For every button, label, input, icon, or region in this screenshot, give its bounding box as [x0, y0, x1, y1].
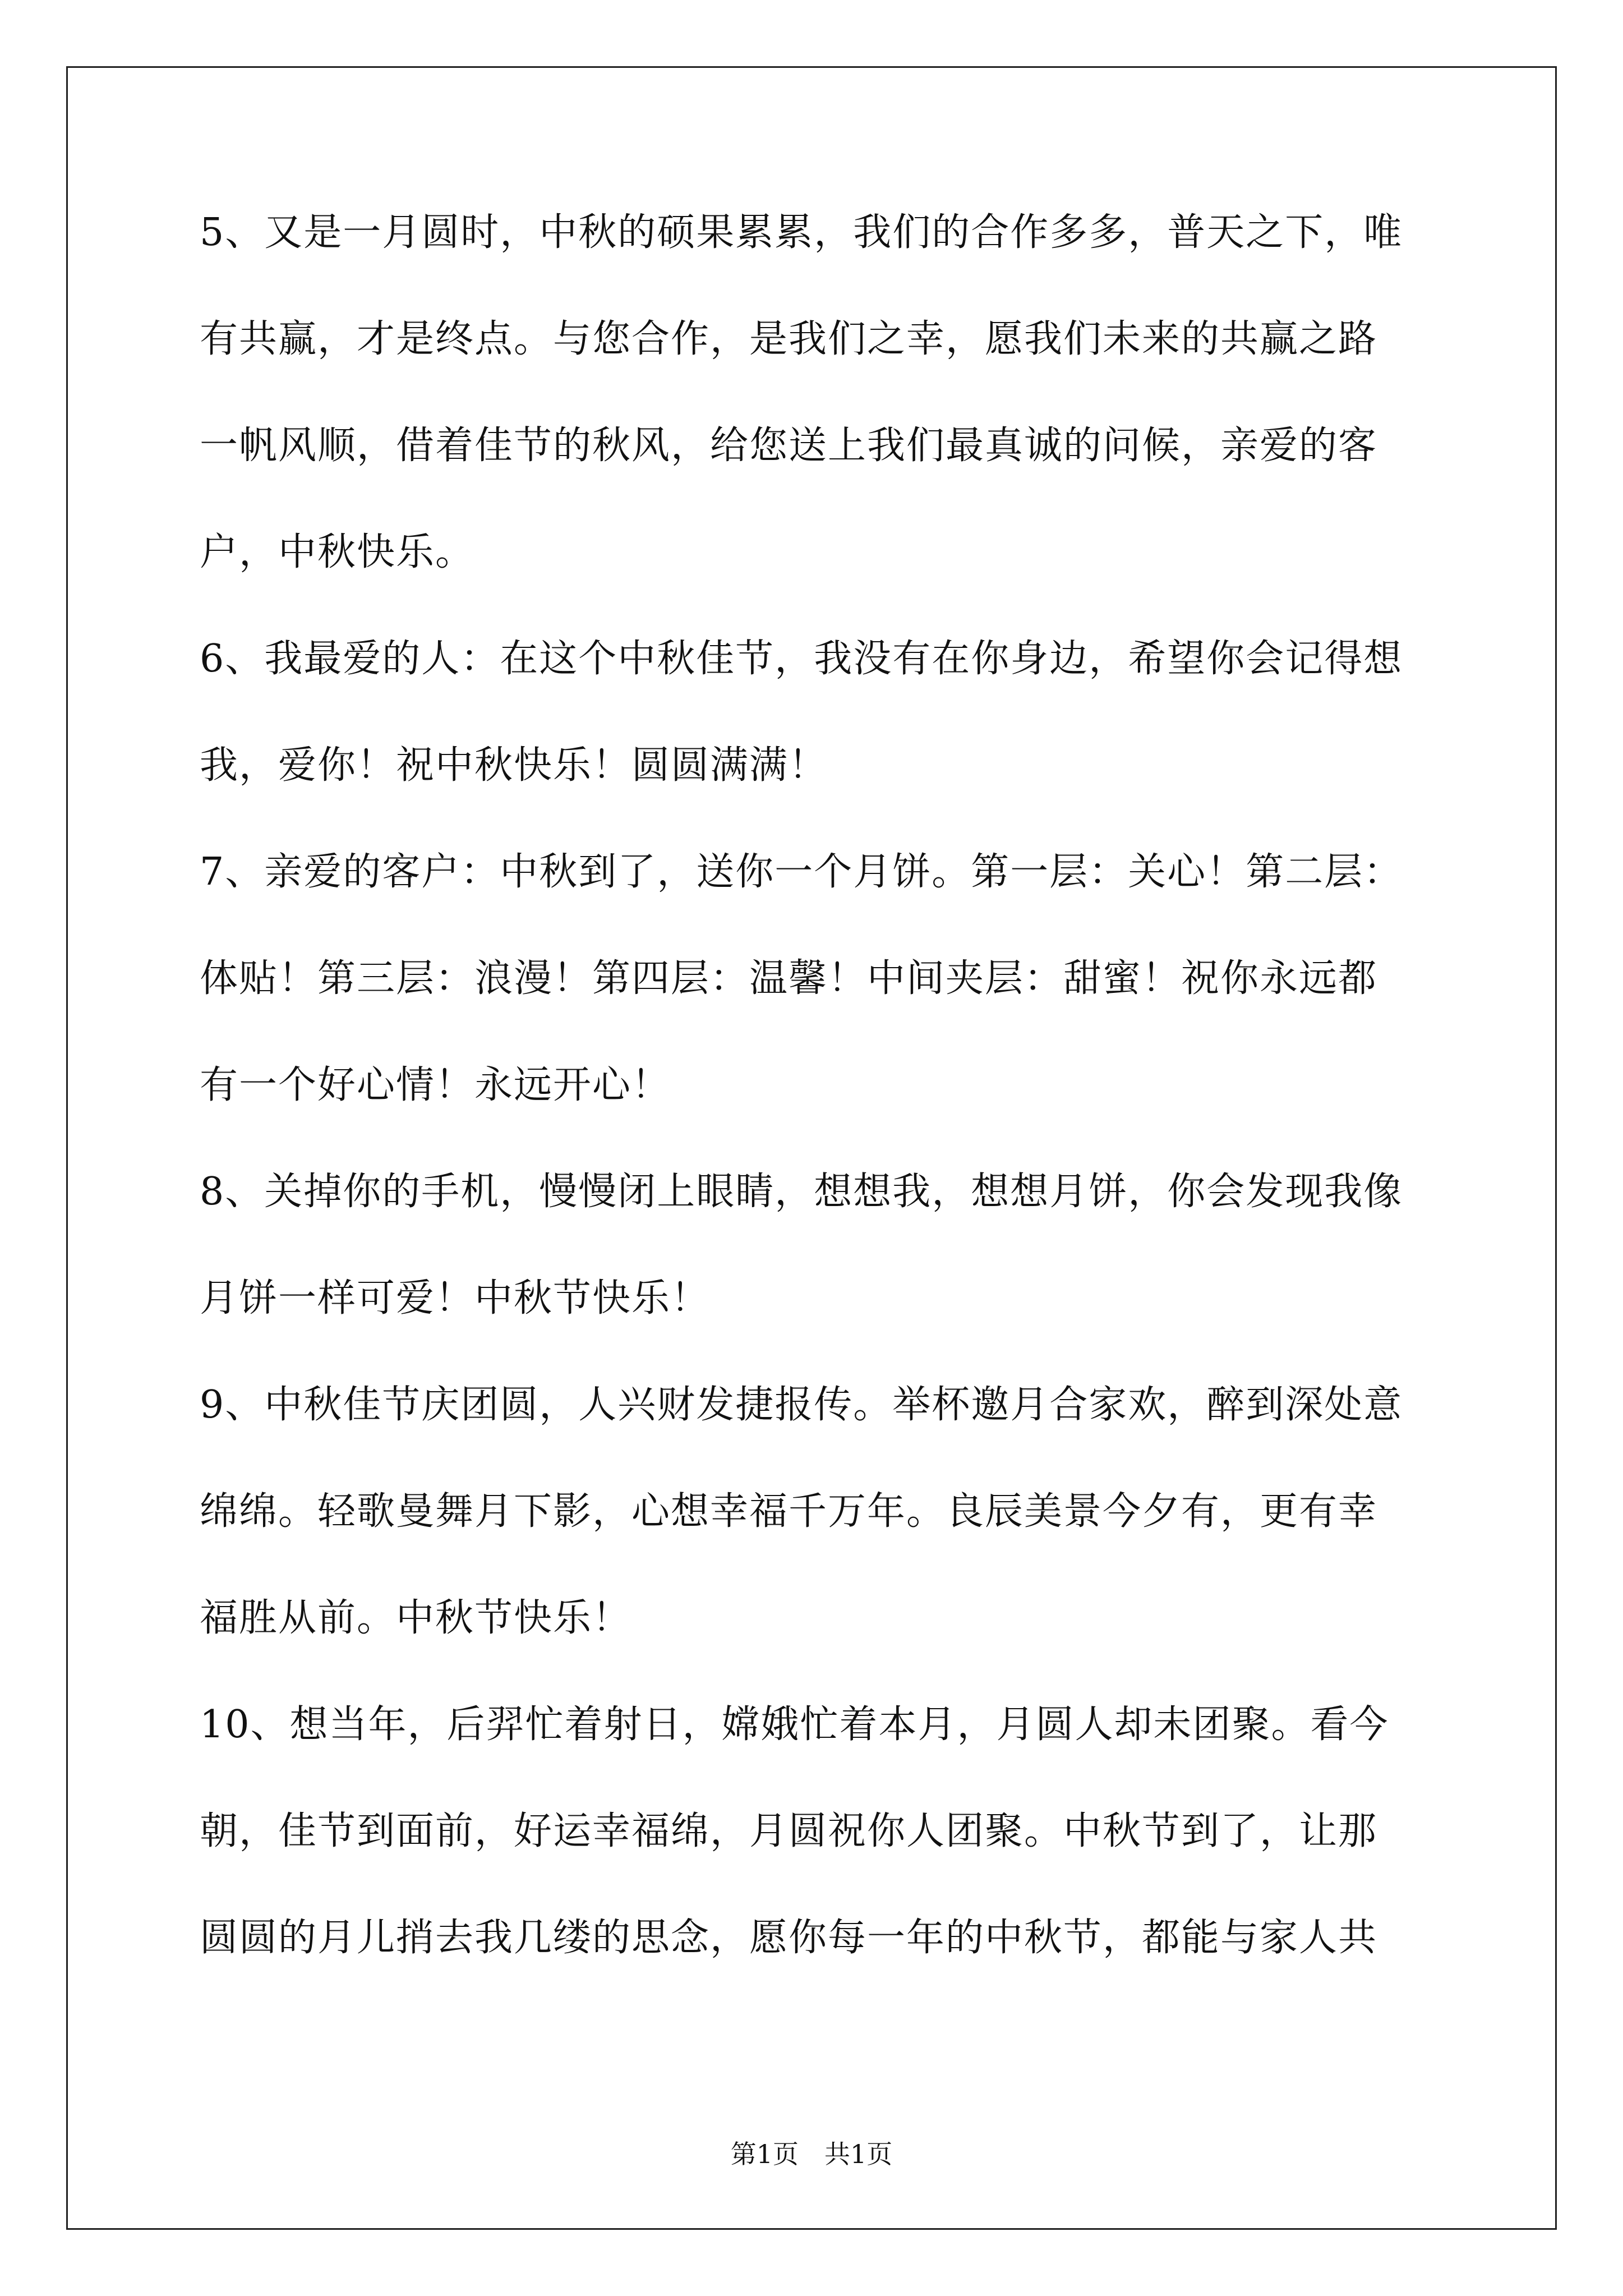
- text-line: 圆圆的月儿捎去我几缕的思念，愿你每一年的中秋节，都能与家人共: [200, 1916, 1378, 1960]
- text-line: 体贴！第三层：浪漫！第四层：温馨！中间夹层：甜蜜！祝你永远都: [200, 956, 1378, 1001]
- text-line: 5、又是一月圆时，中秋的硕果累累，我们的合作多多，普天之下，唯: [200, 210, 1403, 255]
- text-line: 绵绵。轻歌曼舞月下影，心想幸福千万年。良辰美景今夕有，更有幸: [200, 1489, 1378, 1534]
- text-line: 7、亲爱的客户：中秋到了，送你一个月饼。第一层：关心！第二层：: [200, 850, 1403, 894]
- text-line: 我，爱你！祝中秋快乐！圆圆满满！: [200, 743, 828, 788]
- text-line: 月饼一样可爱！中秋节快乐！: [200, 1276, 711, 1320]
- text-line: 10、想当年，后羿忙着射日，嫦娥忙着本月，月圆人却未团聚。看今: [200, 1703, 1389, 1747]
- text-line: 8、关掉你的手机，慢慢闭上眼睛，想想我，想想月饼，你会发现我像: [200, 1170, 1403, 1214]
- page-number-footer: 第1页 共1页: [730, 2139, 893, 2169]
- text-line: 户，中秋快乐。: [200, 530, 475, 574]
- text-line: 福胜从前。中秋节快乐！: [200, 1596, 632, 1640]
- page-border: [66, 66, 1557, 2230]
- text-line: 6、我最爱的人：在这个中秋佳节，我没有在你身边，希望你会记得想: [200, 637, 1403, 681]
- text-line: 一帆风顺，借着佳节的秋风，给您送上我们最真诚的问候，亲爱的客: [200, 424, 1378, 468]
- text-line: 9、中秋佳节庆团圆，人兴财发捷报传。举杯邀月合家欢，醉到深处意: [200, 1383, 1403, 1427]
- text-line: 有一个好心情！永远开心！: [200, 1063, 671, 1107]
- text-line: 有共赢，才是终点。与您合作，是我们之幸，愿我们未来的共赢之路: [200, 317, 1378, 361]
- text-line: 朝，佳节到面前，好运幸福绵，月圆祝你人团聚。中秋节到了，让那: [200, 1809, 1378, 1853]
